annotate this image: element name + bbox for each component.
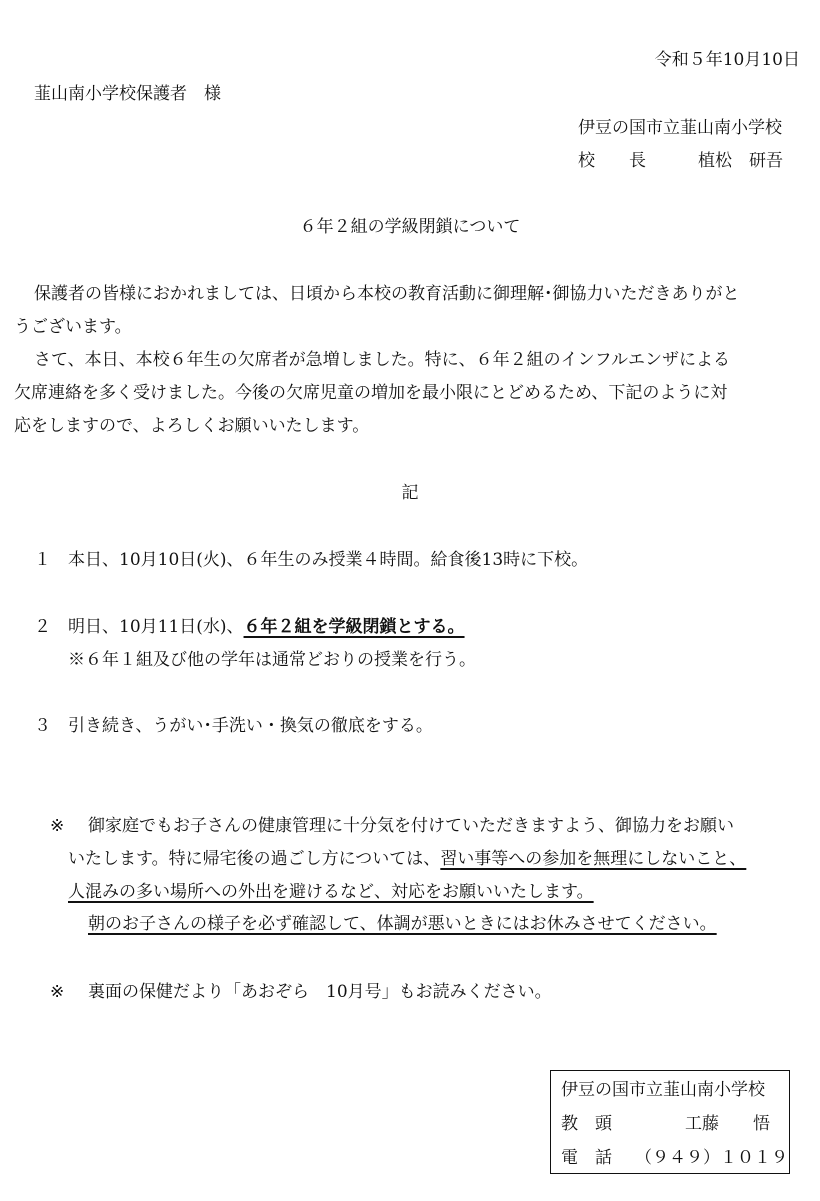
contact-tel-value: （９４９）１０１９	[635, 1148, 788, 1168]
note-1-line-4	[88, 912, 717, 936]
document-date: 令和５年10月10日	[654, 50, 800, 70]
contact-vice-principal	[561, 1112, 770, 1136]
item-2-emphasis: ６年２組を学級閉鎖とする。	[243, 617, 465, 637]
item-1-number: １	[34, 550, 51, 570]
paragraph-2-line-2: 欠席連絡を多く受けました。今後の欠席児童の増加を最小限にとどめるため、下記のように対	[14, 383, 728, 403]
principal-name: 植松 研吾	[698, 151, 783, 171]
contact-box	[550, 1070, 790, 1174]
note-1-mark: ※	[50, 816, 65, 836]
contact-vice-label: 教 頭	[561, 1114, 612, 1134]
note-1-line-3-underlined: 人混みの多い場所への外出を避けるなど、対応をお願いいたします。	[68, 882, 594, 902]
note-1-line-2-underlined: 習い事等への参加を無理にしないこと、	[440, 849, 747, 869]
note-1-line-2-plain: いたします。特に帰宅後の過ごし方については、	[68, 849, 441, 869]
item-3-text: 引き続き、うがい･手洗い・換気の徹底をする。	[68, 716, 433, 736]
note-1-line-4-underlined: 朝のお子さんの様子を必ず確認して、体調が悪いときにはお休みさせてください。	[88, 914, 717, 934]
item-2-text	[68, 615, 465, 639]
contact-phone	[561, 1146, 788, 1170]
item-2-note: ※６年１組及び他の学年は通常どおりの授業を行う。	[68, 650, 476, 670]
document-title: ６年２組の学級閉鎖について	[299, 217, 521, 237]
contact-vice-name: 工藤 悟	[685, 1114, 770, 1134]
principal-title: 校 長	[578, 151, 646, 171]
paragraph-1-line-2: うございます。	[14, 317, 132, 337]
paragraph-2-line-1: さて、本日、本校６年生の欠席者が急増しました。特に、６年２組のインフルエンザによる	[34, 350, 730, 370]
item-1-text: 本日、10月10日(火)、６年生のみ授業４時間。給食後13時に下校。	[68, 550, 589, 570]
ki-heading: 記	[401, 483, 419, 503]
contact-tel-label: 電 話	[561, 1148, 612, 1168]
note-1-line-1: 御家庭でもお子さんの健康管理に十分気を付けていただきますよう、御協力をお願い	[88, 816, 734, 836]
item-3-number: ３	[34, 716, 51, 736]
sender-school: 伊豆の国市立韮山南小学校	[578, 118, 782, 138]
item-2-number: ２	[34, 617, 51, 637]
recipient: 韮山南小学校保護者 様	[34, 84, 221, 104]
paragraph-1-line-1: 保護者の皆様におかれましては、日頃から本校の教育活動に御理解･御協力いただきありがと	[34, 284, 740, 304]
note-2-mark: ※	[50, 982, 65, 1002]
paragraph-2-line-3: 応をしますので、よろしくお願いいたします。	[14, 416, 370, 436]
note-1-line-2	[68, 847, 746, 871]
note-2-text: 裏面の保健だより「あおぞら 10月号」もお読みください。	[88, 982, 552, 1002]
principal-line	[578, 149, 783, 173]
note-1-line-3	[68, 880, 594, 904]
contact-school: 伊豆の国市立韮山南小学校	[561, 1080, 765, 1100]
item-2-text-prefix: 明日、10月11日(水)、	[68, 617, 244, 637]
